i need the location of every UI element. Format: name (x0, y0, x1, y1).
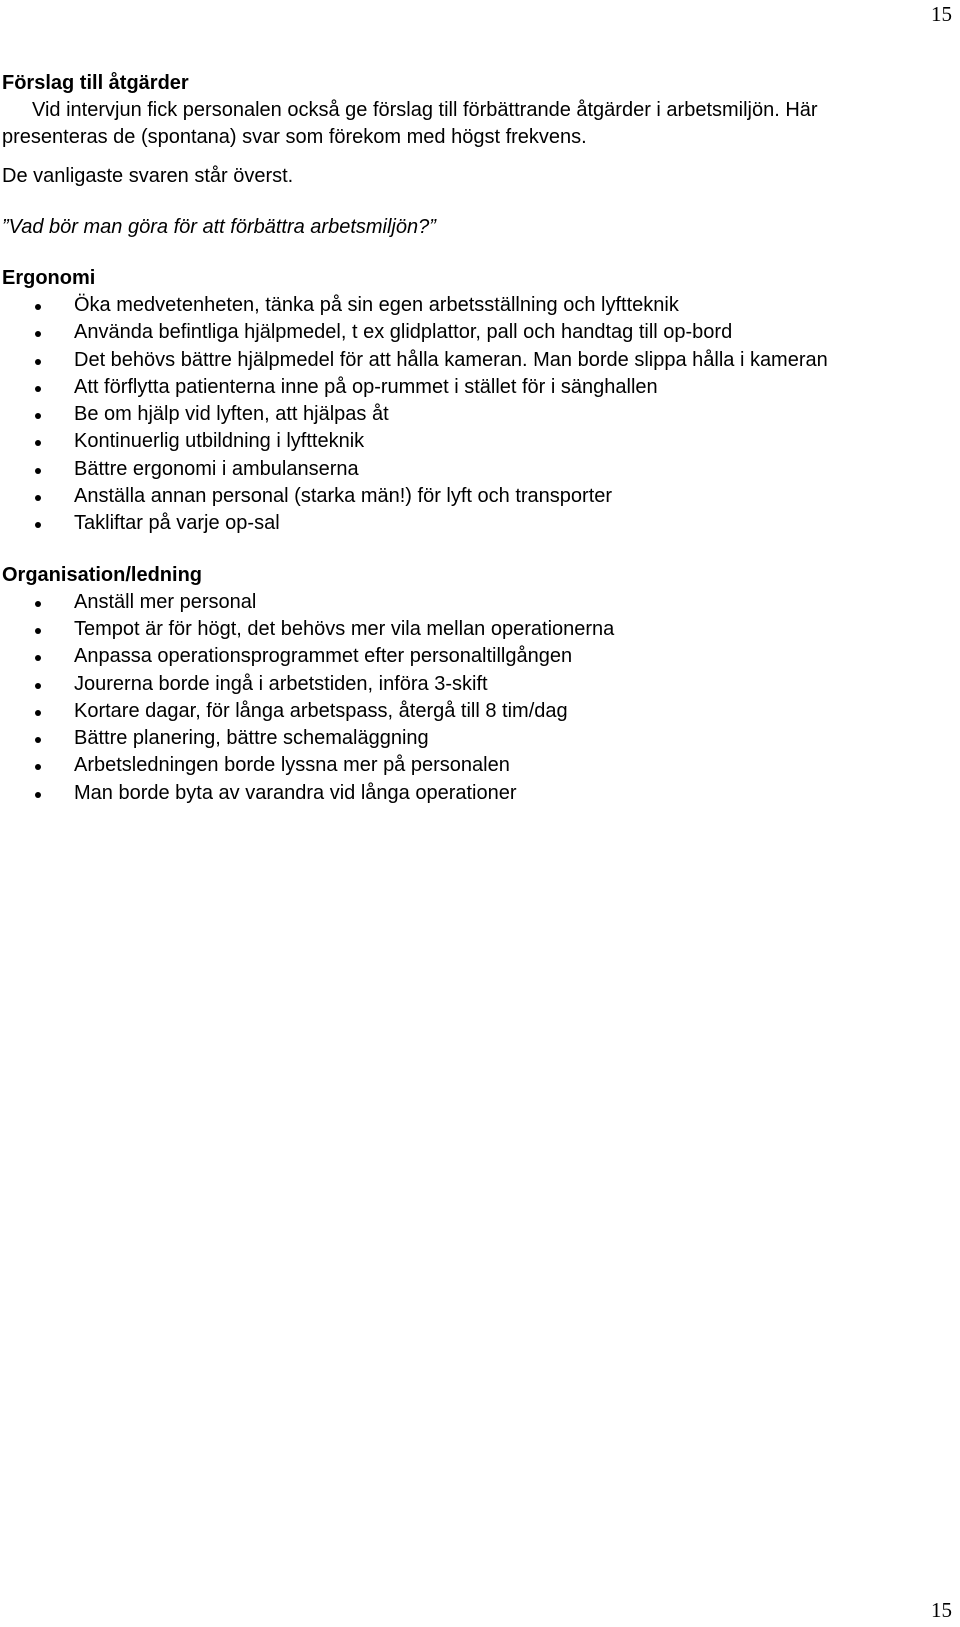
list-item: Jourerna borde ingå i arbetstiden, införa 3-skift (2, 671, 942, 698)
section-title-organisation: Organisation/ledning (2, 563, 203, 586)
list-item: Öka medvetenheten, tänka på sin egen arbetsställning och lyftteknik (2, 292, 942, 319)
list-item: Anställa annan personal (starka män!) för lyft och transporter (2, 483, 942, 510)
list-item: Anställ mer personal (2, 589, 942, 616)
list-item: Använda befintliga hjälpmedel, t ex glidplattor, pall och handtag till op-bord (2, 319, 942, 346)
bullet-icon (35, 468, 41, 474)
list-item: Bättre planering, bättre schemaläggning (2, 725, 942, 752)
list-item: Be om hjälp vid lyften, att hjälpas åt (2, 401, 942, 428)
list-item: Att förflytta patienterna inne på op-rummet i stället för i sänghallen (2, 374, 942, 401)
list-item: Arbetsledningen borde lyssna mer på personalen (2, 752, 942, 779)
page-title: Förslag till åtgärder (2, 72, 189, 94)
bullet-icon (35, 710, 41, 716)
bullet-icon (35, 792, 41, 798)
bullet-icon (35, 737, 41, 743)
document-body (2, 70, 942, 807)
list-item: Tempot är för högt, det behövs mer vila mellan operationerna (2, 616, 942, 643)
bullet-icon (35, 495, 41, 501)
page-number-top: 15 (931, 2, 952, 26)
bullet-icon (35, 628, 41, 634)
bullet-icon (35, 413, 41, 419)
list-item: Man borde byta av varandra vid långa operationer (2, 780, 942, 807)
bullet-icon (35, 764, 41, 770)
bullet-icon (35, 304, 41, 310)
list-item: Takliftar på varje op-sal (2, 510, 942, 537)
bullet-icon (35, 359, 41, 365)
intro-paragraph: Vid intervjun fick personalen också ge förslag till förbättrande åtgärder i arbetsmiljön. Här presenteras de (spontana) svar som förekom med högst frekvens. (2, 99, 818, 148)
list-item: Kontinuerlig utbildning i lyftteknik (2, 428, 942, 455)
list-item: Anpassa operationsprogrammet efter personaltillgången (2, 643, 942, 670)
bullet-icon (35, 386, 41, 392)
section-title-ergonomi: Ergonomi (2, 267, 96, 289)
bullet-icon (35, 601, 41, 607)
list-item: Bättre ergonomi i ambulanserna (2, 456, 942, 483)
bullet-icon (35, 331, 41, 337)
bullet-icon (35, 683, 41, 689)
list-item: Kortare dagar, för långa arbetspass, återgå till 8 tim/dag (2, 698, 942, 725)
intro-note: De vanligaste svaren står överst. (2, 165, 294, 187)
bullet-list-ergonomi (2, 292, 942, 538)
bullet-list-organisation (2, 589, 942, 807)
bullet-icon (35, 522, 41, 528)
bullet-icon (35, 655, 41, 661)
interview-question: ”Vad bör man göra för att förbättra arbetsmiljön?” (2, 216, 436, 238)
page-number-bottom: 15 (931, 1598, 952, 1622)
list-item: Det behövs bättre hjälpmedel för att hålla kameran. Man borde slippa hålla i kameran (2, 347, 942, 374)
bullet-icon (35, 440, 41, 446)
